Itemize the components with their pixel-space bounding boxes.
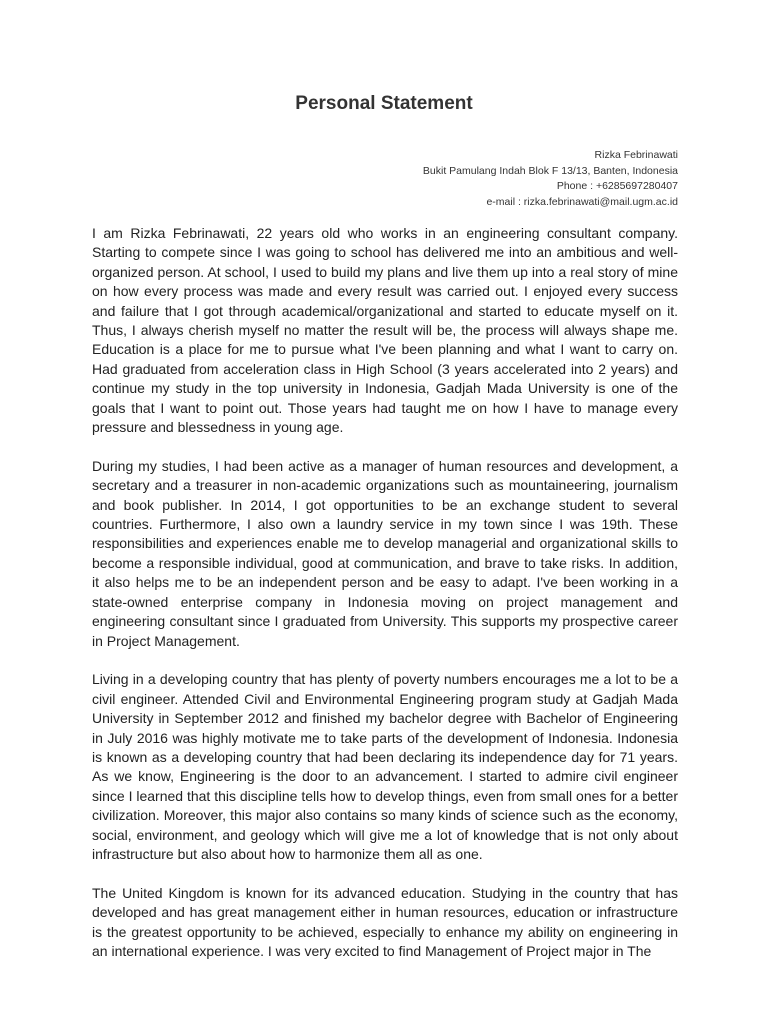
paragraph-1: I am Rizka Febrinawati, 22 years old who works in an engineering consultant company. Starting to compete since I was going to school has delivered me into an ambitious and well-organized person. At school, I used to build my plans and live them up into a real story of mine on how every process was made and every result was carried out. I enjoyed every success and failure that I got through academical/organizational and started to educate myself on it. Thus, I always cherish myself no matter the result will be, the process will always shape me. Education is a place for me to pursue what I've been planning and what I want to carry on. Had graduated from acceleration class in High School (3 years accelerated into 2 years) and continue my study in the top university in Indonesia, Gadjah Mada University is one of the goals that I want to point out. Those years had taught me on how I have to manage every pressure and blessedness in young age. xyxy=(92,225,678,436)
statement-body xyxy=(92,224,678,981)
paragraph-3: Living in a developing country that has plenty of poverty numbers encourages me a lot to be a civil engineer. Attended Civil and Environmental Engineering program study at Gadjah Mada University in September 2012 and finished my bachelor degree with Bachelor of Engineering in July 2016 was highly motivate me to take parts of the development of Indonesia. Indonesia is known as a developing country that had been declaring its independence day for 71 years. As we know, Engineering is the door to an advancement. I started to admire civil engineer since I learned that this discipline tells how to develop things, even from small ones for a better civilization. Moreover, this major also contains so many kinds of science such as the economy, social, environment, and geology which will give me a lot of knowledge that is not only about infrastructure but also about how to harmonize them all as one. xyxy=(92,671,678,862)
page-title: Personal Statement xyxy=(295,93,473,114)
sender-block xyxy=(278,148,678,210)
sender-address: Bukit Pamulang Indah Blok F 13/13, Banten, Indonesia xyxy=(422,164,678,177)
paragraph-4: The United Kingdom is known for its advanced education. Studying in the country that has developed and has great management either in human resources, education or infrastructure is the greatest opportunity to be achieved, especially to enhance my ability on engineering in an international experience. I was very excited to find Management of Project major in The xyxy=(92,884,678,959)
sender-name: Rizka Febrinawati xyxy=(594,149,678,161)
sender-email: e-mail : rizka.febrinawati@mail.ugm.ac.id xyxy=(486,195,678,208)
paragraph-2: During my studies, I had been active as a manager of human resources and development, a secretary and a treasurer in non-academic organizations such as mountaineering, journalism and book publisher. In 2014, I got opportunities to be an exchange student to several countries. Furthermore, I also own a laundry service in my town since I was 19th. These responsibilities and experiences enable me to develop managerial and organizational skills to become a responsible individual, good at communication, and brave to take risks. In addition, it also helps me to be an independent person and be easy to adapt. I've been working in a state-owned enterprise company in Indonesia moving on project management and engineering consultant since I graduated from University. This supports my prospective career in Project Management. xyxy=(92,457,678,649)
sender-phone: Phone : +6285697280407 xyxy=(556,180,678,192)
